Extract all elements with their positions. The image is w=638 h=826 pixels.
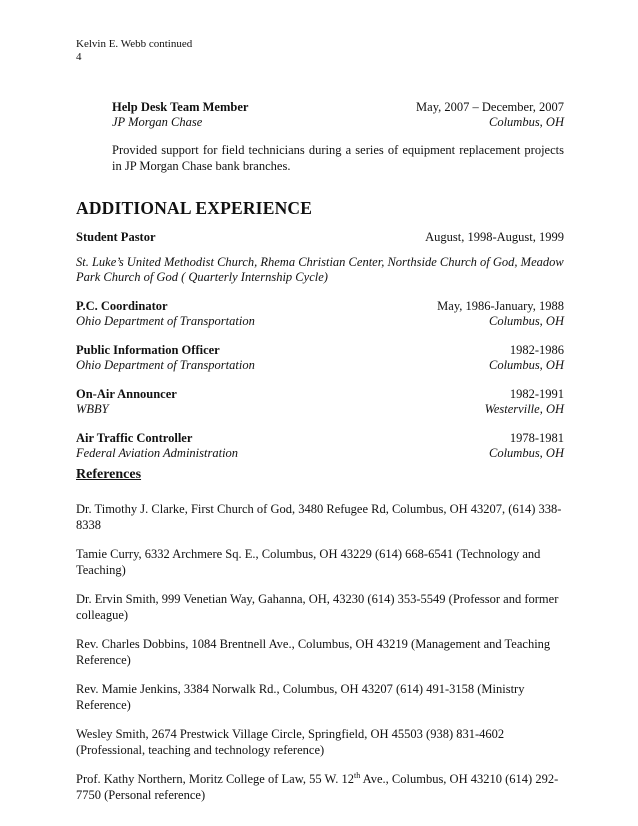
job-title: Help Desk Team Member	[112, 100, 249, 114]
reference-item: Dr. Ervin Smith, 999 Venetian Way, Gahanna, OH, 43230 (614) 353-5549 (Professor and former colleague)	[76, 592, 559, 622]
entry-dates: 1982-1986	[509, 343, 564, 357]
page-header	[76, 38, 192, 64]
reference-text: Prof. Kathy Northern, Moritz College of Law, 55 W. 12	[76, 772, 354, 786]
student-pastor-entry	[76, 230, 564, 245]
reference-item: Tamie Curry, 6332 Archmere Sq. E., Columbus, OH 43229 (614) 668-6541 (Technology and Teaching)	[76, 547, 541, 577]
job-dates: May, 2007 – December, 2007	[416, 100, 564, 114]
entry-dates: 1978-1981	[509, 431, 564, 445]
entry-title: P.C. Coordinator	[76, 299, 168, 313]
entry-title: On-Air Announcer	[76, 387, 177, 401]
entry-title: Air Traffic Controller	[76, 431, 193, 445]
additional-experience-heading: ADDITIONAL EXPERIENCE	[76, 198, 313, 218]
entry-org: Ohio Department of Transportation	[76, 314, 255, 328]
entry-location: Columbus, OH	[488, 446, 564, 460]
reference-item: Wesley Smith, 2674 Prestwick Village Circle, Springfield, OH 45503 (938) 831-4602 (Professional, teaching and technology reference)	[76, 727, 505, 757]
job-description: Provided support for field technicians during a series of equipment replacement projects in JP Morgan Chase bank branches.	[112, 143, 564, 173]
entry-dates: 1982-1991	[509, 387, 564, 401]
header-page-number: 4	[76, 51, 82, 63]
entry-org: Federal Aviation Administration	[76, 446, 239, 460]
experience-entry	[76, 343, 564, 373]
experience-entry	[76, 431, 564, 461]
header-name-line: Kelvin E. Webb continued	[76, 38, 193, 50]
entry-location: Columbus, OH	[488, 358, 564, 372]
entry-org: Ohio Department of Transportation	[76, 358, 255, 372]
entry-title: Student Pastor	[76, 230, 156, 244]
help-desk-job	[112, 100, 564, 174]
internship-churches: St. Luke’s United Methodist Church, Rhema Christian Center, Northside Church of God, Meadow Park Church of God ( Quarterly Internship Cycle)	[76, 255, 564, 284]
reference-item: Dr. Timothy J. Clarke, First Church of God, 3480 Refugee Rd, Columbus, OH 43207, (614) 338-8338	[76, 502, 562, 532]
references-list	[76, 501, 564, 816]
reference-item: Rev. Charles Dobbins, 1084 Brentnell Ave., Columbus, OH 43219 (Management and Teaching Reference)	[76, 637, 551, 667]
references-heading: References	[76, 467, 142, 482]
entry-org: WBBY	[76, 402, 109, 416]
entry-location: Columbus, OH	[488, 314, 564, 328]
entry-dates: May, 1986-January, 1988	[437, 299, 564, 313]
entry-dates: August, 1998-August, 1999	[425, 230, 564, 244]
entry-title: Public Information Officer	[76, 343, 220, 357]
entry-location: Westerville, OH	[484, 402, 564, 416]
experience-entry	[76, 299, 564, 329]
job-employer: JP Morgan Chase	[112, 115, 203, 129]
reference-text: Ave., Columbus, OH 43210 (614) 292-7750 (Personal reference)	[76, 772, 559, 802]
job-location: Columbus, OH	[488, 115, 564, 129]
experience-entry	[76, 387, 564, 417]
additional-experience-list	[76, 230, 564, 475]
reference-item: Rev. Mamie Jenkins, 3384 Norwalk Rd., Columbus, OH 43207 (614) 491-3158 (Ministry Reference)	[76, 682, 525, 712]
reference-item-last	[76, 771, 564, 803]
ordinal-suffix: th	[353, 770, 361, 780]
